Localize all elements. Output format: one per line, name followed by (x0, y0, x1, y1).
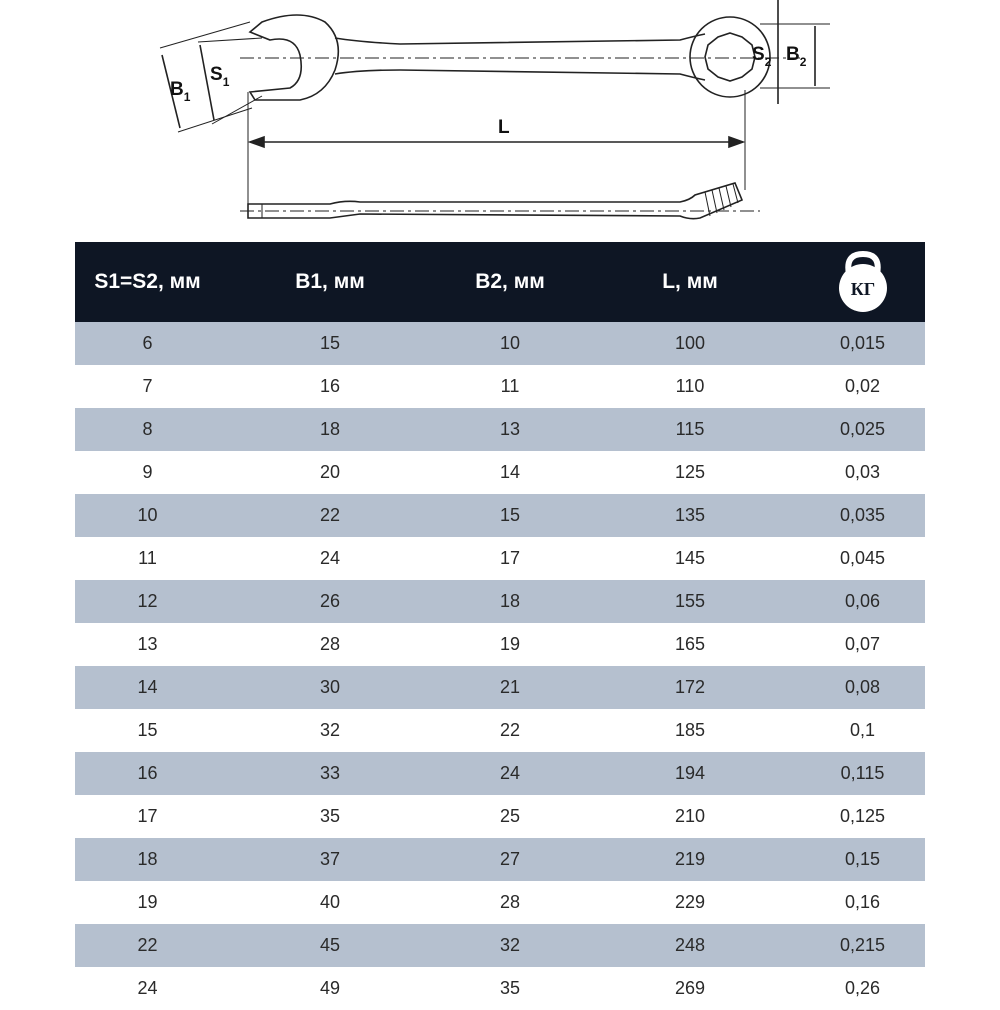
cell-size: 15 (137, 720, 158, 740)
wrench-handle (335, 34, 705, 80)
table-row (75, 666, 925, 709)
cell-b2: 17 (499, 548, 521, 568)
cell-length: 248 (674, 935, 706, 955)
cell-b1: 24 (319, 548, 341, 568)
cell-length: 125 (674, 462, 706, 482)
cell-b1: 33 (319, 763, 341, 783)
weight-unit-label: КГ (850, 279, 875, 299)
cell-b2: 27 (499, 849, 521, 869)
cell-size: 14 (137, 677, 158, 697)
cell-length: 100 (674, 333, 706, 353)
cell-length: 219 (674, 849, 706, 869)
table-row (75, 838, 925, 881)
cell-b1: 40 (319, 892, 341, 912)
cell-b1: 16 (319, 376, 341, 396)
cell-b1: 15 (319, 333, 341, 353)
table-row (75, 924, 925, 967)
cell-weight: 0,025 (839, 419, 886, 439)
cell-weight: 0,03 (844, 462, 881, 482)
cell-size: 16 (137, 763, 158, 783)
table-header (75, 242, 925, 322)
cell-weight: 0,26 (844, 978, 881, 998)
wrench-drawing (0, 0, 1000, 240)
cell-length: 155 (674, 591, 706, 611)
table-row (75, 365, 925, 408)
b1-label: $B_1$ (170, 79, 191, 104)
cell-b1: 20 (319, 462, 341, 482)
table-row (75, 795, 925, 838)
cell-length: 115 (675, 419, 705, 439)
table-row (75, 580, 925, 623)
cell-b1: 22 (319, 505, 341, 525)
cell-length: 145 (674, 548, 706, 568)
cell-b1: 35 (319, 806, 341, 826)
cell-b1: 49 (319, 978, 341, 998)
cell-b2: 15 (499, 505, 521, 525)
table-row (75, 881, 925, 924)
cell-b2: 13 (499, 419, 521, 439)
cell-size: 10 (137, 505, 158, 525)
cell-weight: 0,16 (844, 892, 881, 912)
header-length: L, мм (662, 270, 718, 293)
header-size: S1=S2, мм (94, 270, 201, 293)
table-row (75, 322, 925, 365)
cell-weight: 0,215 (839, 935, 886, 955)
header-weight (800, 250, 925, 314)
table-row (75, 408, 925, 451)
cell-size: 9 (142, 462, 153, 482)
table-row (75, 451, 925, 494)
cell-b1: 32 (319, 720, 341, 740)
cell-size: 7 (142, 376, 153, 396)
cell-b2: 21 (499, 677, 521, 697)
cell-length: 110 (675, 376, 705, 396)
cell-length: 135 (674, 505, 706, 525)
cell-weight: 0,15 (844, 849, 881, 869)
cell-b2: 18 (499, 591, 521, 611)
cell-weight: 0,115 (840, 763, 885, 783)
table-row (75, 967, 925, 1010)
cell-size: 12 (137, 591, 158, 611)
cell-size: 17 (137, 806, 158, 826)
s2-label: $S_2$ (752, 44, 772, 69)
table-row (75, 709, 925, 752)
cell-b2: 14 (499, 462, 521, 482)
cell-b2: 22 (499, 720, 521, 740)
cell-length: 194 (674, 763, 706, 783)
table-row (75, 537, 925, 580)
cell-weight: 0,06 (844, 591, 881, 611)
cell-b2: 32 (499, 935, 521, 955)
cell-length: 165 (674, 634, 706, 654)
cell-size: 8 (142, 419, 153, 439)
cell-b1: 28 (319, 634, 341, 654)
wrench-side-profile (248, 183, 742, 219)
cell-weight: 0,015 (839, 333, 886, 353)
cell-b2: 11 (500, 376, 520, 396)
cell-length: 185 (674, 720, 706, 740)
cell-size: 19 (137, 892, 158, 912)
kettlebell-icon (835, 250, 891, 314)
cell-b2: 24 (499, 763, 521, 783)
cell-b1: 18 (319, 419, 341, 439)
cell-b2: 10 (499, 333, 521, 353)
cell-weight: 0,08 (844, 677, 881, 697)
table-body (75, 322, 925, 1010)
table-row (75, 752, 925, 795)
header-b1: B1, мм (295, 270, 365, 293)
cell-b2: 19 (499, 634, 521, 654)
cell-weight: 0,02 (844, 376, 881, 396)
wrench-diagram (0, 0, 1000, 240)
cell-weight: 0,125 (839, 806, 886, 826)
cell-b2: 28 (499, 892, 521, 912)
cell-length: 210 (674, 806, 706, 826)
ring-end-inner (705, 33, 755, 81)
cell-weight: 0,1 (849, 720, 876, 740)
cell-length: 229 (674, 892, 706, 912)
spec-table (75, 242, 925, 1010)
cell-size: 22 (137, 935, 158, 955)
cell-length: 269 (674, 978, 706, 998)
b2-label: $B_2$ (786, 44, 807, 69)
l-label: L (498, 117, 510, 138)
cell-b2: 25 (499, 806, 521, 826)
cell-weight: 0,045 (839, 548, 886, 568)
cell-weight: 0,035 (839, 505, 886, 525)
s1-label: $S_1$ (210, 64, 230, 89)
cell-length: 172 (674, 677, 706, 697)
cell-size: 24 (137, 978, 158, 998)
cell-b1: 37 (319, 849, 341, 869)
cell-b1: 26 (319, 591, 341, 611)
header-b2: B2, мм (475, 270, 545, 293)
table-row (75, 494, 925, 537)
cell-size: 13 (137, 634, 158, 654)
cell-size: 11 (138, 548, 157, 568)
cell-b1: 45 (319, 935, 341, 955)
cell-b2: 35 (499, 978, 521, 998)
cell-size: 18 (137, 849, 158, 869)
cell-b1: 30 (319, 677, 341, 697)
cell-weight: 0,07 (844, 634, 881, 654)
cell-size: 6 (142, 333, 153, 353)
table-row (75, 623, 925, 666)
